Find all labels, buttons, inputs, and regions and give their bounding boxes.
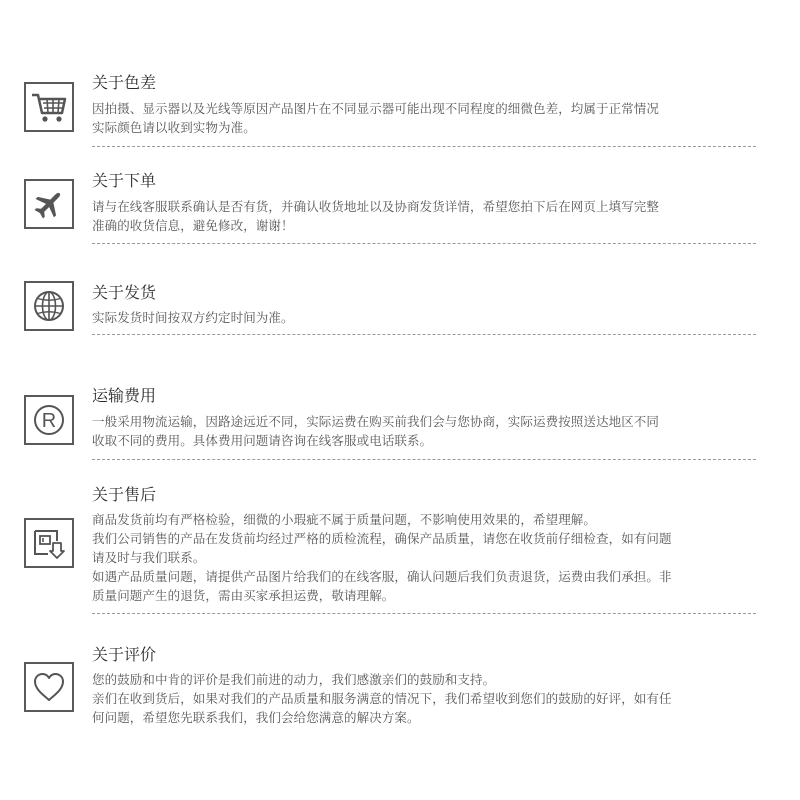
section-title: 关于下单 (92, 171, 157, 190)
section-divider (92, 613, 756, 614)
body-line: 实际颜色请以收到实物为准。 (92, 120, 256, 135)
body-line: 收取不同的费用。具体费用问题请咨询在线客服或电话联系。 (92, 433, 433, 448)
section-divider (92, 334, 756, 335)
body-line: 质量问题产生的退货，需由买家承担运费，敬请理解。 (92, 588, 395, 603)
airplane-icon (24, 179, 74, 229)
body-line: 请与在线客服联系确认是否有货，并确认收货地址以及协商发货详情，希望您拍下后在网页上填写完整 (92, 199, 660, 214)
section-title: 关于色差 (92, 73, 157, 92)
return-box-icon (24, 518, 74, 568)
section-body (92, 510, 732, 605)
globe-icon (24, 281, 74, 331)
body-line: 我们公司销售的产品在发货前均经过严格的质检流程，确保产品质量，请您在收货前仔细检查，如有问题 (92, 531, 672, 546)
body-line: 何问题，希望您先联系我们，我们会给您满意的解决方案。 (92, 710, 420, 725)
section-divider (92, 243, 756, 244)
body-line: 请及时与我们联系。 (92, 550, 206, 565)
body-line: 因拍摄、显示器以及光线等原因产品图片在不同显示器可能出现不同程度的细微色差，均属于正常情况 (92, 101, 660, 116)
section-divider (92, 146, 756, 147)
body-line: 如遇产品质量问题，请提供产品图片给我们的在线客服，确认问题后我们负责退货，运费由我们承担。非 (92, 569, 672, 584)
section-title: 关于评价 (92, 645, 157, 664)
section-title: 运输费用 (92, 386, 157, 405)
section-body (92, 670, 732, 727)
body-line: 实际发货时间按双方约定时间为准。 (92, 310, 294, 325)
body-line: 一般采用物流运输，因路途远近不同，实际运费在购买前我们会与您协商，实际运费按照送达地区不同 (92, 414, 660, 429)
section-divider (92, 459, 756, 460)
svg-text:R: R (41, 410, 57, 432)
section-body (92, 197, 732, 235)
section-title: 关于售后 (92, 485, 157, 504)
heart-icon (24, 662, 74, 712)
section-body (92, 308, 732, 327)
body-line: 您的鼓励和中肯的评价是我们前进的动力，我们感激亲们的鼓励和支持。 (92, 672, 496, 687)
registered-icon (24, 395, 74, 445)
body-line: 准确的收货信息，避免修改，谢谢！ (92, 218, 294, 233)
shopping-cart-icon (24, 82, 74, 132)
body-line: 商品发货前均有严格检验，细微的小瑕疵不属于质量问题，不影响使用效果的，希望理解。 (92, 512, 597, 527)
section-title: 关于发货 (92, 283, 157, 302)
section-body (92, 412, 732, 450)
section-body (92, 99, 732, 137)
body-line: 亲们在收到货后，如果对我们的产品质量和服务满意的情况下，我们希望收到您们的鼓励的好评，如有任 (92, 691, 672, 706)
